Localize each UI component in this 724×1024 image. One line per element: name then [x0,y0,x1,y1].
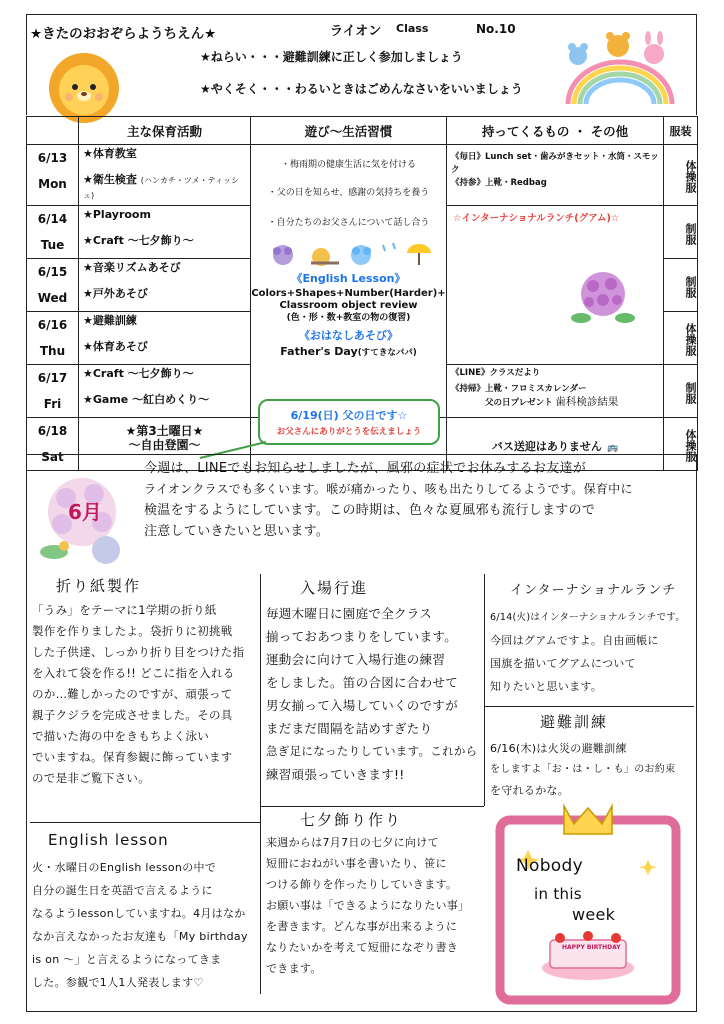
activity-cell: ★Playroom ★Craft ～七夕飾り～ [79,206,251,259]
bring-return: 《持帰》上靴・フロミスカレンダー [451,384,587,394]
tanabata-text: 来週からは7月7日の七夕に向けて 短冊におねがい事を書いたり、笹に つける飾りを作ったりしていきます。 お願い事は「できるようになりたい事」 を書きます。どんな事が出来るように なりたいかを考えて短冊になぞり書き できます。 [266,836,470,975]
dress-cell: 制服 [664,259,698,312]
story-note: (すてきなパパ) [357,348,417,358]
divider-right [484,574,485,806]
day-cell: 6/14 Tue [27,206,79,259]
day-cell: 6/15 Wed [27,259,79,312]
activity-cell: ★体育教室 ★衛生検査 (ハンカチ・ツメ・ティッシュ) [79,145,251,206]
activity-cell: ★Craft ～七夕飾り～ ★Game ～紅白めくり～ [79,365,251,418]
english-lesson-line1: Colors+Shapes+Number(Harder)+ [251,288,446,299]
frame-line-3: week [572,905,616,924]
intl-lunch-note: ☆インターナショナルランチ(グアム)☆ [453,213,620,224]
callout-message: お父さんにありがとうを伝えましょう [276,427,422,437]
bring-intl-cell [447,206,664,365]
class-label: Class [396,22,429,35]
divider-left [260,574,261,994]
activity-cell: ★第3土曜日★ ～自由登園～ [79,418,251,471]
school-name: ★きたのおおぞらようちえん★ [30,26,217,42]
divider-tanabata [260,806,484,807]
day-cell: 6/18 Sat [27,418,79,471]
header-dress: 服装 [664,117,698,145]
issue-number: No.10 [476,22,516,36]
bring-line: 《LINE》クラスだより [451,368,541,378]
header-bring: 持ってくるもの ・ その他 [447,117,664,145]
day-cell: 6/16 Thu [27,312,79,365]
frame-line-1: Nobody [516,856,583,876]
weekly-promise: ★やくそく・・・わるいときはごめんなさいをいいましょう [200,82,523,96]
story-title: 《おはなしあそび》 [298,329,399,342]
fathers-day-callout [258,399,440,445]
month-badge: 6月 [68,500,102,524]
origami-title: 折り紙製作 [56,577,142,595]
class-name: ライオン [330,24,382,39]
dress-cell: 制服 [664,365,698,418]
date-column-header [27,117,79,145]
divider-english [30,822,260,823]
story-book: Father's Day [280,345,358,358]
header-play-life: 遊び～生活習慣 [251,117,447,145]
bus-note: バス送迎はありません [491,439,602,453]
lunch-text: 6/14(火)はインターナショナルランチです。 今回はグアムですよ。自由画帳に 国旗を描いてグアムについて 知りたいと思います。 [490,612,686,693]
day-cell: 6/13 Mon [27,145,79,206]
rain-snail-hydrangea-icon [261,239,437,267]
bring-friday-cell [447,365,664,418]
dental-results: 歯科検診結果 [555,396,619,408]
english-lesson-line2: Classroom object review [279,300,418,311]
english-lesson-title: 《English Lesson》 [291,272,406,285]
header-frame [26,14,697,115]
lunch-title: インターナショナルランチ [510,583,677,598]
tanabata-title: 七夕飾り作り [300,811,403,829]
hydrangea-icon [571,268,635,326]
drill-title: 避難訓練 [540,713,609,731]
dress-cell: 制服 [664,206,698,259]
entry-title: 入場行進 [300,579,369,597]
frame-line-2: in this [534,885,582,903]
bus-icon: 🚌 [606,442,619,453]
activity-cell: ★音楽リズムあそび ★戸外あそび [79,259,251,312]
english-text: 火・水曜日のEnglish lessonの中で 自分の誕生日を英語で言えるように なるようlessonしていますね。4月はなか なか言えなかったお友達も「My birthday is on ～」と言えるようになってきま した。参観で1人1人発表します♡ [32,861,248,989]
dress-cell: 体操服 [664,418,698,471]
cake-text: HAPPY BIRTHDAY [562,944,621,951]
divider-drill [484,706,694,707]
life-habits-cell [251,145,447,418]
table-row [27,145,698,206]
bring-cell [447,145,664,206]
origami-text: 「うみ」をテーマに1学期の折り紙 製作を作りましたよ。袋折りに初挑戦 した子供達、しっかり折り目をつけた指 を入れて袋を作る!! どこに指を入れる のか…難しかったのですが、頑張って 親子クジラを完成させました。その具 で描いた海の中をきもちよく泳い でいますね。保育参観に飾っています ので是非ご覧下さい。 [32,603,245,785]
drill-text: 6/16(木)は火災の避難訓練 をしますよ「お・は・し・も」のお約束 を守れるかな。 [490,742,676,797]
entry-text: 毎週木曜日に園庭で全クラス 揃っておあつまりをしています。 運動会に向けて入場行進の練習 をしました。笛の合図に合わせて 男女揃って入場していくのですが まだまだ間隔を詰めすぎたり 急ぎ足になったりしています。これから 練習頑張っていきます!! [266,606,478,782]
weekly-aim: ★ねらい・・・避難訓練に正しく参加しましょう [200,50,463,64]
header-activities: 主な保育活動 [79,117,251,145]
gift-note: 父の日プレゼント [485,398,553,408]
life-line-2: ・父の日を知らせ、感謝の気持ちを養う [267,188,430,198]
dress-cell: 体操服 [664,312,698,365]
life-line-3: ・自分たちのお父さんについて話し合う [267,218,430,228]
bring-daily: 《毎日》Lunch set・歯みがきセット・水筒・スモック [451,152,659,175]
activity-cell: ★避難訓練 ★体育あそび [79,312,251,365]
callout-date: 6/19(日) 父の日です☆ [290,409,408,422]
day-cell: 6/17 Fri [27,365,79,418]
bring-items: 《持参》上靴・Redbag [451,178,547,188]
life-line-1: ・梅雨期の健康生活に気を付ける [280,160,416,170]
english-lesson-line3: (色・形・数+教室の物の復習) [286,313,411,323]
dress-cell: 体操服 [664,145,698,206]
english-title: English lesson [48,831,169,849]
intro-text: 今週は、LINEでもお知らせしましたが、風邪の症状でお休みするお友達が ライオンクラスでも多くいます。喉が痛かったり、咳も出たりしてるようです。保育中に 検温をするようにしています。この時期は、色々な夏風邪も流行しますので 注意していきたいと思います。 [144,461,633,539]
